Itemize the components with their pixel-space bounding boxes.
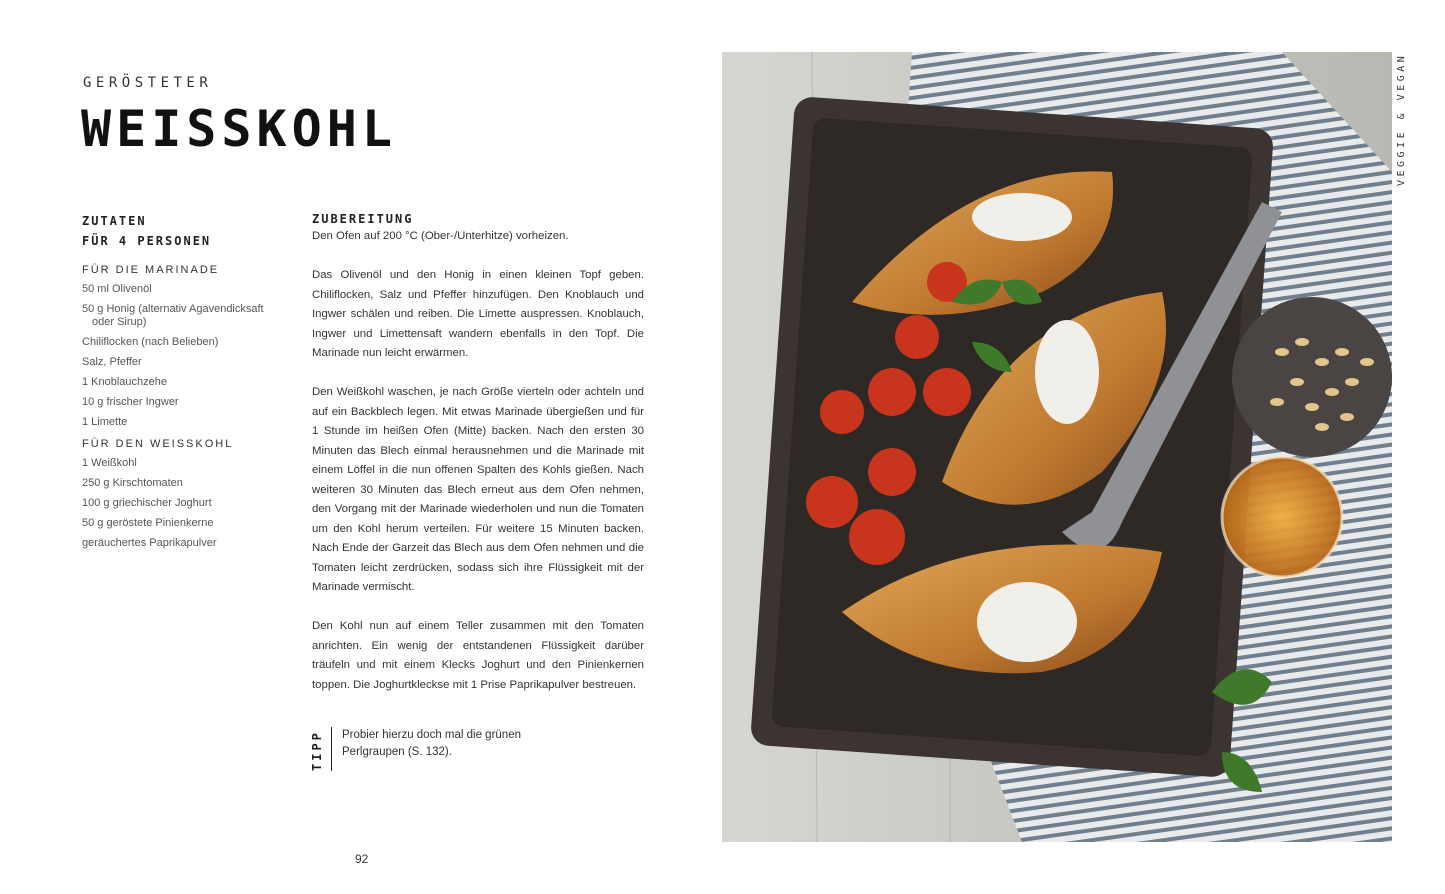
yogurt — [977, 582, 1077, 662]
pine-nut-bowl — [1232, 297, 1392, 457]
preparation-step: Das Olivenöl und den Honig in einen kleinen Topf geben. Chiliflocken, Salz und Pfeffer hinzufügen. Den Knoblauch und Ingwer schälen und reiben. Die Limette auspressen. Knoblauch, Ingwer und Limettensaft wandern ebenfalls in den Topf. Die Marinade nun leicht erwärmen. — [312, 269, 644, 359]
tip-label: TIPP — [310, 727, 332, 771]
recipe-photo — [722, 52, 1392, 842]
marinade-list — [82, 283, 282, 429]
list-item: 10 g frischer Ingwer — [82, 396, 179, 408]
list-item: 50 ml Olivenöl — [82, 283, 152, 295]
recipe-subtitle: GERÖSTETER — [83, 75, 213, 91]
list-item: 50 g Honig (alternativ Agavendicksaft oder Sirup) — [82, 303, 264, 328]
recipe-title: WEISSKOHL — [81, 100, 397, 158]
ingredients-heading: ZUTATEN — [82, 214, 147, 228]
list-item: Chiliflocken (nach Belieben) — [82, 336, 219, 348]
ingredients-servings: FÜR 4 PERSONEN — [82, 233, 212, 248]
list-item: 100 g griechischer Joghurt — [82, 497, 212, 509]
list-item: geräuchertes Paprikapulver — [82, 537, 217, 549]
list-item: 1 Knoblauchzehe — [82, 376, 168, 388]
preparation-heading: ZUBEREITUNG — [312, 212, 414, 226]
kohl-heading: FÜR DEN WEISSKOHL — [82, 438, 234, 450]
category-label: VEGGIE & VEGAN — [1396, 52, 1407, 186]
tip-text: Probier hierzu doch mal die grünen Perlgraupen (S. 132). — [342, 729, 521, 758]
page-number: 92 — [355, 852, 369, 866]
kohl-list — [82, 457, 282, 550]
yogurt — [1035, 320, 1099, 424]
list-item: 1 Weißkohl — [82, 457, 137, 469]
food-illustration — [722, 52, 1392, 842]
list-item: 250 g Kirschtomaten — [82, 477, 183, 489]
marinade-heading: FÜR DIE MARINADE — [82, 264, 220, 276]
ingredients-column — [82, 212, 282, 557]
yogurt — [972, 193, 1072, 241]
preparation-column — [312, 212, 644, 715]
preparation-step: Den Weißkohl waschen, je nach Größe vierteln oder achteln und auf ein Backblech legen. Mit etwas Marinade übergießen und für 1 Stunde im heißen Ofen (Mitte) backen. Nach den ersten 30 Minuten das Blech einmal herausnehmen und die Marinade mit einem Löffel in die nun offenen Spalten des Kohls gießen. Nach weiteren 30 Minuten das Blech erneut aus dem Ofen nehmen, den Vorgang mit der Marinade wiederholen und nun die Tomaten um den Kohl herum verteilen. Für weitere 15 Minuten backen. Nach Ende der Garzeit das Blech aus dem Ofen nehmen und die Tomaten leicht zerdrücken, sodass sich ihre Flüssigkeit mit der Marinade vermischt. — [312, 386, 644, 593]
list-item: Salz, Pfeffer — [82, 356, 142, 368]
preparation-step: Den Ofen auf 200 °C (Ober-/Unterhitze) vorheizen. — [312, 230, 569, 242]
list-item: 1 Limette — [82, 416, 128, 428]
tip-box — [310, 727, 542, 771]
preparation-step: Den Kohl nun auf einem Teller zusammen mit den Tomaten anrichten. Ein wenig der entstandenen Flüssigkeit darüber träufeln und mit einem Klecks Joghurt und den Pinienkernen toppen. Die Joghurtkleckse mit 1 Prise Paprikapulver bestreuen. — [312, 620, 644, 691]
list-item: 50 g geröstete Pinienkerne — [82, 517, 214, 529]
